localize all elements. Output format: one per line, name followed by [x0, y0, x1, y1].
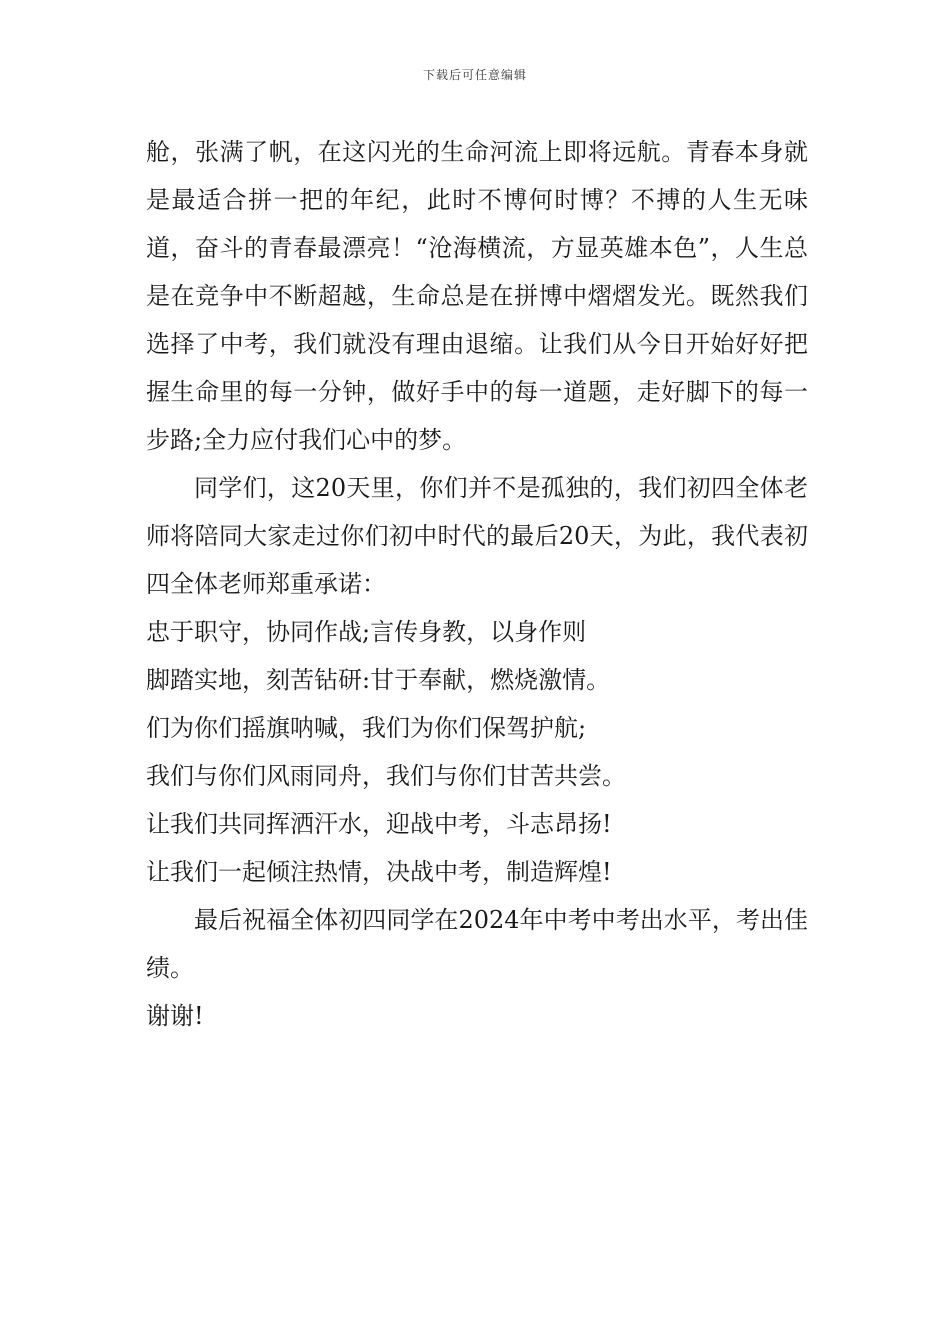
promise-line-5: 让我们共同挥洒汗水，迎战中考，斗志昂扬!: [146, 810, 612, 838]
promise-line-6: 让我们一起倾注热情，决战中考，制造辉煌!: [146, 858, 612, 886]
promise-line-2: 脚踏实地，刻苦钻研:甘于奉献，燃烧激情。: [146, 666, 611, 694]
document-body: [146, 128, 808, 1040]
promise-line-3: 们为你们摇旗呐喊，我们为你们保驾护航;: [146, 714, 587, 742]
closing-thanks: 谢谢!: [146, 1002, 204, 1030]
page-header-note: 下载后可任意编辑: [422, 68, 527, 82]
promise-line-1: 忠于职守，协同作战;言传身教，以身作则: [146, 618, 587, 646]
promise-line-4: 我们与你们风雨同舟，我们与你们甘苦共尝。: [146, 762, 626, 790]
paragraph-continued: 舱，张满了帆，在这闪光的生命河流上即将远航。青春本身就是最适合拼一把的年纪，此时不博何时博？不搏的人生无味道，奋斗的青春最漂亮！“沧海横流，方显英雄本色”，人生总是在竞争中不断超越，生命总是在拼博中熠熠发光。既然我们选择了中考，我们就没有理由退缩。让我们从今日开始好好把握生命里的每一分钟，做好手中的每一道题，走好脚下的每一步路;全力应付我们心中的梦。: [146, 138, 808, 454]
paragraph-promise-intro: 同学们，这20天里，你们并不是孤独的，我们初四全体老师将陪同大家走过你们初中时代的最后20天，为此，我代表初四全体老师郑重承诺：: [146, 474, 808, 598]
paragraph-blessing: 最后祝福全体初四同学在2024年中考中考出水平，考出佳绩。: [146, 906, 808, 982]
